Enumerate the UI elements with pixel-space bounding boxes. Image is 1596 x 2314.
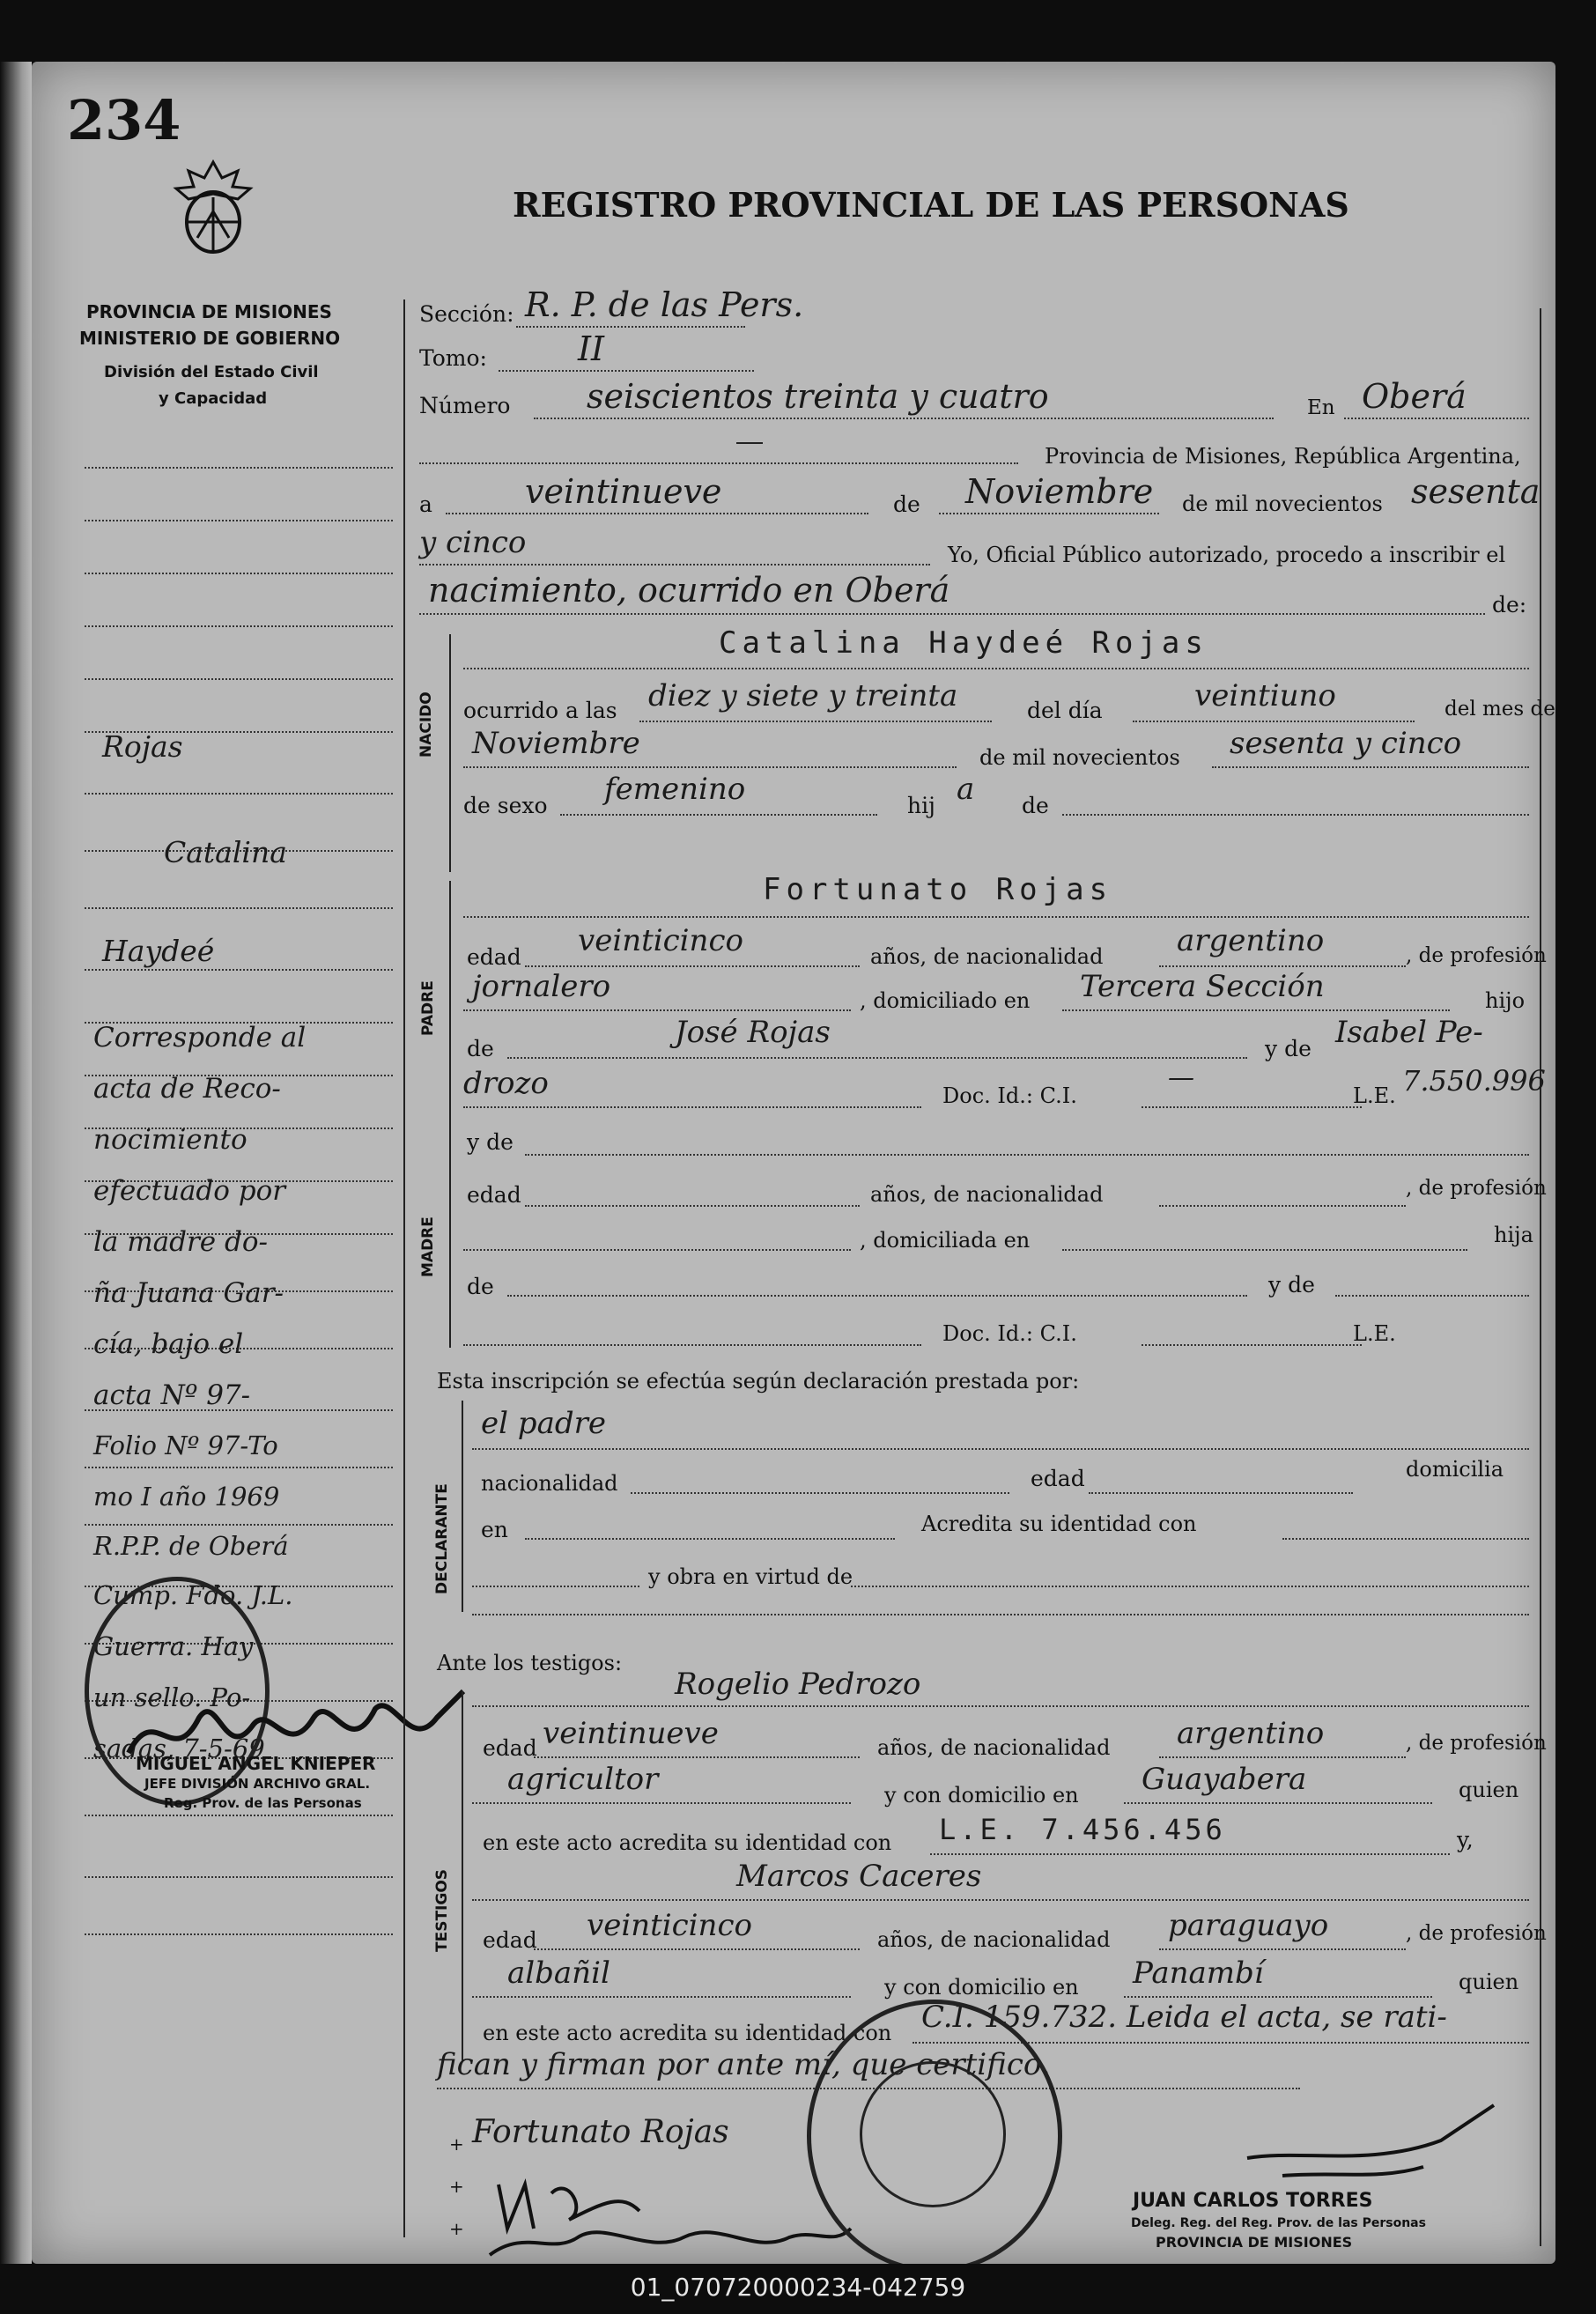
field-declarante: el padre: [481, 1406, 606, 1441]
margin-signature: [120, 1682, 472, 1779]
field-en: Oberá: [1362, 377, 1467, 416]
label-acredita-t2: en este acto acredita su identidad con: [483, 2021, 892, 2045]
label-domicilio-t1: y con domicilio en: [884, 1783, 1079, 1808]
field-testigo2-nombre: Marcos Caceres: [736, 1859, 982, 1894]
label-yo-oficial: Yo, Oficial Público autorizado, procedo a inscribir el: [948, 543, 1506, 567]
label-de-colon: de:: [1492, 592, 1527, 617]
margin-stamp-title: JEFE DIVISIÓN ARCHIVO GRAL.: [144, 1776, 371, 1792]
page-number: 234: [67, 88, 181, 152]
margin-note-line: nocimiento: [93, 1124, 248, 1156]
margin-note-line: acta Nº 97-: [93, 1379, 251, 1411]
label-ante-testigos: Ante los testigos:: [437, 1651, 623, 1675]
label-nacionalidad-t1: años, de nacionalidad: [877, 1735, 1111, 1760]
field-abuelo: José Rojas: [675, 1015, 831, 1050]
label-acredita: Acredita su identidad con: [921, 1512, 1197, 1536]
label-a: a: [419, 492, 432, 517]
field-padre-domicilio: Tercera Sección: [1080, 969, 1325, 1004]
label-edad-t2: edad: [483, 1927, 537, 1953]
label-nacionalidad-madre: años, de nacionalidad: [870, 1182, 1104, 1207]
label-doc-id-madre: Doc. Id.: C.I.: [942, 1321, 1077, 1346]
margin-note-line: acta de Reco-: [93, 1073, 281, 1105]
field-testigo2-profesion: albañil: [507, 1955, 610, 1991]
margin-stamp-name: MIGUEL ANGEL KNIEPER: [136, 1753, 376, 1774]
label-profesion-t1: , de profesión: [1406, 1732, 1547, 1755]
label-hija: hija: [1494, 1223, 1533, 1247]
org-line-1: PROVINCIA DE MISIONES: [86, 301, 332, 322]
field-padre-profesion: jornalero: [472, 969, 611, 1004]
field-testigo1-doc: L.E. 7.456.456: [939, 1813, 1226, 1846]
margin-note-line: efectuado por: [93, 1175, 286, 1207]
field-hora: diez y siete y treinta: [648, 678, 958, 713]
field-padre-edad: veinticinco: [578, 923, 743, 958]
margin-note-line: un sello. Po-: [93, 1682, 251, 1712]
label-de: de: [893, 492, 920, 517]
field-numero: seiscientos treinta y cuatro: [587, 377, 1049, 416]
label-domicilio-t2: y con domicilio en: [884, 1975, 1079, 2000]
margin-second-name: Haydeé: [102, 934, 215, 968]
field-abuela-a: Isabel Pe-: [1335, 1015, 1483, 1050]
image-id-footer: 01_070720000234-042759: [630, 2273, 966, 2302]
field-padre-ci: —: [1168, 1062, 1194, 1093]
field-testigo1-nacionalidad: argentino: [1177, 1716, 1325, 1751]
field-padre-nombre: Fortunato Rojas: [763, 872, 1113, 907]
margin-note-line: Folio Nº 97-To: [93, 1431, 278, 1460]
label-obra-en-virtud: y obra en virtud de: [648, 1564, 853, 1589]
book-binding: [0, 62, 32, 2264]
officer-signature: [1230, 2088, 1511, 2193]
signature-fortunato: Fortunato Rojas: [472, 2114, 729, 2150]
coat-of-arms-icon: [171, 159, 255, 255]
section-nacido: NACIDO: [417, 691, 435, 758]
label-le-madre: L.E.: [1353, 1321, 1396, 1346]
field-dia-nac: veintiuno: [1194, 678, 1336, 713]
label-ocurrido: ocurrido a las: [463, 698, 617, 723]
label-le: L.E.: [1353, 1083, 1396, 1108]
field-cierre: fican y firman por ante mí, que certifico.: [437, 2047, 1051, 2082]
margin-note-line: sadas, 7-5-69: [93, 1734, 265, 1763]
margin-first-name: Catalina: [164, 835, 287, 869]
field-dia: veintinueve: [525, 472, 722, 511]
field-testigo1-profesion: agricultor: [507, 1762, 659, 1797]
field-anio-nac: sesenta y cinco: [1230, 726, 1462, 761]
label-y-de-madre: y de: [467, 1129, 514, 1155]
section-madre: MADRE: [419, 1216, 437, 1277]
label-edad-t1: edad: [483, 1735, 537, 1761]
label-domiciliado: , domiciliado en: [860, 988, 1031, 1013]
label-y-comma: y,: [1457, 1827, 1474, 1852]
padre-rule: [449, 881, 451, 1127]
label-acredita-t1: en este acto acredita su identidad con: [483, 1830, 892, 1855]
label-de-2: de: [1022, 793, 1049, 818]
label-quien-t1: quien: [1459, 1778, 1519, 1802]
margin-note-line: mo I año 1969: [93, 1482, 280, 1512]
madre-rule: [449, 1127, 451, 1348]
label-edad: edad: [467, 944, 521, 970]
margin-note-line: Guerra. Hay: [93, 1631, 254, 1661]
field-mes: Noviembre: [965, 472, 1154, 511]
official-stamp-inner: [860, 2061, 1006, 2207]
field-anio-b: y cinco: [419, 525, 527, 560]
official-title: Deleg. Reg. del Reg. Prov. de las Personas: [1131, 2216, 1426, 2230]
field-testigo1-domicilio: Guayabera: [1142, 1762, 1307, 1797]
margin-note-line: R.P.P. de Oberá: [93, 1531, 289, 1561]
label-del-dia: del día: [1027, 698, 1103, 723]
label-hijo: hijo: [1485, 988, 1526, 1013]
margin-note-line: ña Juana Gar-: [93, 1277, 284, 1309]
label-y-de: y de: [1265, 1036, 1312, 1061]
signature-mark: +: [449, 2218, 464, 2239]
signature-mark: +: [449, 2176, 464, 2197]
official-province: PROVINCIA DE MISIONES: [1156, 2234, 1353, 2251]
field-testigo1-nombre: Rogelio Pedrozo: [675, 1667, 921, 1702]
section-declarante: DECLARANTE: [433, 1483, 451, 1594]
label-domicilia: domicilia: [1406, 1457, 1504, 1482]
field-hij-suffix: a: [957, 772, 975, 807]
margin-surname: Rojas: [102, 729, 183, 764]
label-en-decl: en: [481, 1517, 508, 1542]
label-seccion: Sección:: [419, 301, 514, 327]
field-seccion: R. P. de las Pers.: [525, 285, 804, 324]
label-mil-novecientos: de mil novecientos: [1182, 492, 1383, 516]
label-y-de-madre-2: y de: [1268, 1272, 1315, 1297]
field-anio-a: sesenta: [1411, 472, 1541, 511]
label-domiciliada: , domiciliada en: [860, 1228, 1031, 1253]
field-inscribir: nacimiento, ocurrido en Oberá: [428, 571, 950, 610]
label-quien-t2: quien: [1459, 1970, 1519, 1994]
field-padre-le: 7.550.996: [1402, 1064, 1546, 1098]
label-edad-decl: edad: [1031, 1466, 1085, 1491]
label-de-3: de: [467, 1036, 494, 1061]
testigos-rule: [462, 1691, 463, 2061]
margin-stamp-org: Reg. Prov. de las Personas: [164, 1795, 362, 1811]
label-mil-novecientos-2: de mil novecientos: [979, 745, 1180, 770]
label-del-mes: del mes de: [1445, 698, 1555, 721]
declarante-rule: [462, 1401, 463, 1612]
label-profesion-t2: , de profesión: [1406, 1922, 1547, 1945]
field-mes-nac: Noviembre: [472, 726, 640, 761]
section-testigos: TESTIGOS: [433, 1868, 451, 1952]
form-left-rule: [403, 299, 405, 2237]
field-tomo: II: [578, 329, 605, 368]
label-profesion-madre: , de profesión: [1406, 1177, 1547, 1200]
label-numero: Número: [419, 393, 511, 418]
label-de-madre: de: [467, 1274, 494, 1299]
label-nacionalidad-t2: años, de nacionalidad: [877, 1927, 1111, 1952]
label-tomo: Tomo:: [419, 345, 487, 371]
label-provincia: Provincia de Misiones, República Argentina,: [1045, 444, 1521, 469]
label-edad-madre: edad: [467, 1182, 521, 1208]
margin-note-line: Cump. Fdo. J.L.: [93, 1580, 293, 1610]
field-padre-nacionalidad: argentino: [1177, 923, 1325, 958]
label-hij: hij: [907, 793, 935, 818]
field-testigo1-edad: veintinueve: [543, 1716, 719, 1751]
signature-mark: +: [449, 2133, 464, 2155]
margin-note-line: la madre do-: [93, 1226, 268, 1258]
label-nacionalidad-decl: nacionalidad: [481, 1471, 618, 1496]
field-nombre: Catalina Haydeé Rojas: [719, 625, 1208, 661]
margin-note-line: cía, bajo el: [93, 1328, 244, 1360]
official-name: JUAN CARLOS TORRES: [1133, 2190, 1373, 2212]
label-profesion: , de profesión: [1406, 944, 1547, 967]
nacido-rule: [449, 634, 451, 872]
form-right-rule: [1540, 308, 1541, 2246]
document-page: [32, 62, 1555, 2264]
org-line-4: y Capacidad: [159, 389, 268, 408]
field-testigo2-doc: C.I. 159.732. Leida el acta, se rati-: [921, 2000, 1447, 2035]
margin-note-line: Corresponde al: [93, 1022, 307, 1053]
org-line-3: División del Estado Civil: [104, 363, 319, 381]
page-title: REGISTRO PROVINCIAL DE LAS PERSONAS: [513, 185, 1349, 225]
field-sexo: femenino: [604, 772, 746, 807]
field-testigo2-domicilio: Panambí: [1133, 1955, 1264, 1991]
label-doc-id: Doc. Id.: C.I.: [942, 1083, 1077, 1108]
label-en: En: [1307, 396, 1335, 419]
section-padre: PADRE: [419, 980, 437, 1036]
org-line-2: MINISTERIO DE GOBIERNO: [79, 328, 341, 349]
field-testigo2-edad: veinticinco: [587, 1908, 752, 1943]
label-esta-inscripcion: Esta inscripción se efectúa según declaración prestada por:: [437, 1369, 1080, 1394]
label-de-sexo: de sexo: [463, 793, 548, 818]
label-nacionalidad: años, de nacionalidad: [870, 944, 1104, 969]
field-abuela-b: drozo: [463, 1066, 549, 1101]
field-testigo2-nacionalidad: paraguayo: [1168, 1908, 1329, 1943]
